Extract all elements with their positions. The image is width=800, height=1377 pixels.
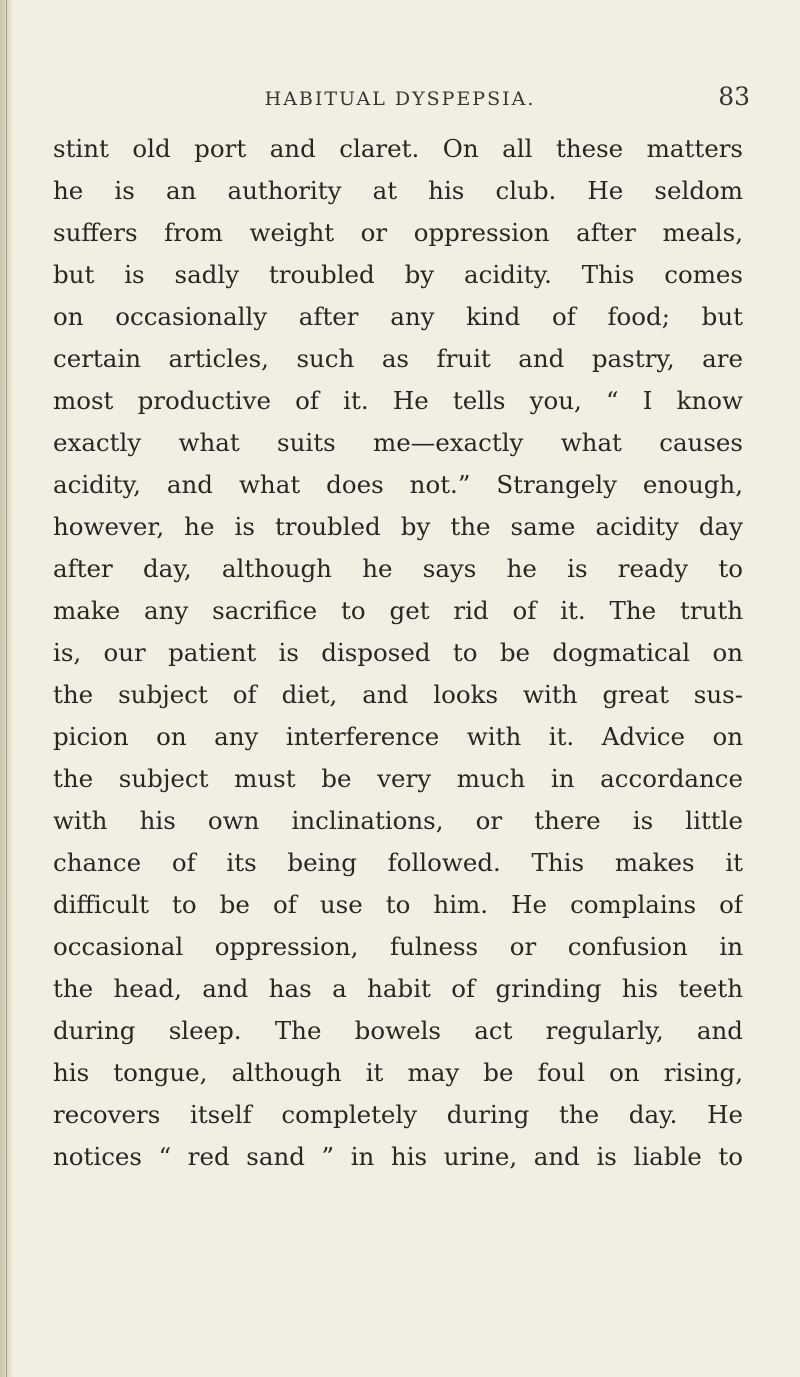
text-line: his tongue, although it may be foul on rising, (53, 1058, 743, 1087)
page-number: 83 (718, 82, 750, 111)
text-line: stint old port and claret. On all these matters (53, 134, 743, 163)
text-line: acidity, and what does not.” Strangely enough, (53, 470, 743, 499)
text-line: difficult to be of use to him. He complains of (53, 890, 743, 919)
text-line: certain articles, such as fruit and pastry, are (53, 344, 743, 373)
text-line: he is an authority at his club. He seldom (53, 176, 743, 205)
text-line: exactly what suits me—exactly what causes (53, 428, 743, 457)
binding-gutter-shadow (0, 0, 14, 1377)
text-line: most productive of it. He tells you, “ I know (53, 386, 743, 415)
text-line: during sleep. The bowels act regularly, and (53, 1016, 743, 1045)
text-line: with his own inclinations, or there is little (53, 806, 743, 835)
text-line: the subject of diet, and looks with great sus- (53, 680, 743, 709)
binding-gutter-line (6, 0, 7, 1377)
text-line: suffers from weight or oppression after meals, (53, 218, 743, 247)
text-line: occasional oppression, fulness or confusion in (53, 932, 743, 961)
text-line: recovers itself completely during the day. He (53, 1100, 743, 1129)
text-line: however, he is troubled by the same acidity day (53, 512, 743, 541)
text-line: is, our patient is disposed to be dogmatical on (53, 638, 743, 667)
text-line: make any sacrifice to get rid of it. The truth (53, 596, 743, 625)
text-line: but is sadly troubled by acidity. This comes (53, 260, 743, 289)
text-line: the head, and has a habit of grinding his teeth (53, 974, 743, 1003)
text-line: on occasionally after any kind of food; but (53, 302, 743, 331)
text-line: notices “ red sand ” in his urine, and is liable to (53, 1142, 743, 1171)
text-line: picion on any interference with it. Advice on (53, 722, 743, 751)
body-text (53, 128, 743, 1178)
text-line: after day, although he says he is ready to (53, 554, 743, 583)
running-head (60, 82, 750, 118)
text-line: the subject must be very much in accordance (53, 764, 743, 793)
running-title: HABITUAL DYSPEPSIA. (264, 88, 536, 110)
text-line: chance of its being followed. This makes it (53, 848, 743, 877)
